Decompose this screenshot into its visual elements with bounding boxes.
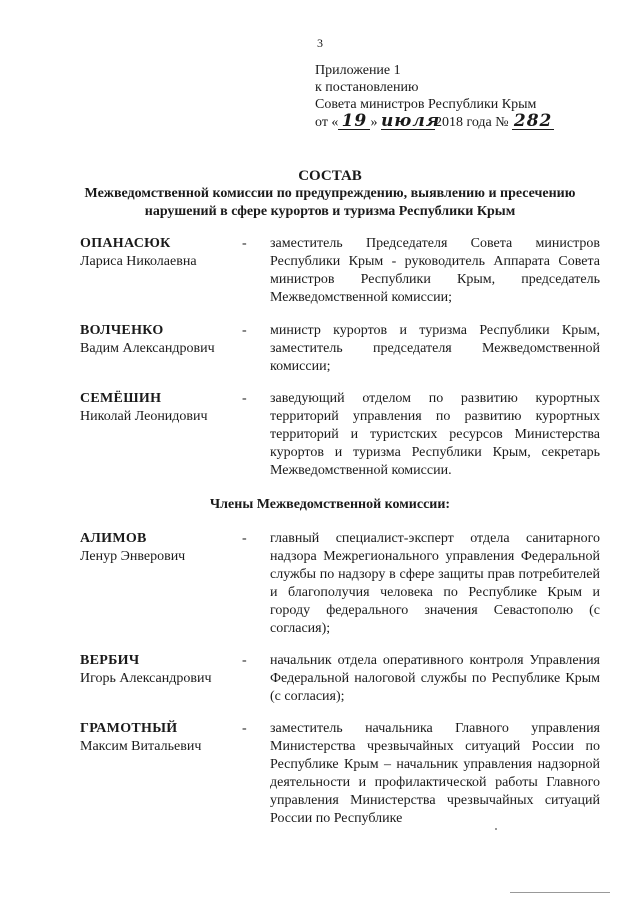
separator-dash: -	[242, 391, 247, 406]
person-name	[80, 390, 250, 426]
given-name: Ленур Энверович	[80, 549, 186, 564]
appendix-date-line	[315, 113, 554, 131]
date-year: 2018 года №	[434, 115, 509, 130]
appendix-line-3: Совета министров Республики Крым	[315, 97, 537, 112]
page-number: 3	[317, 36, 323, 50]
date-prefix: от «	[315, 115, 339, 130]
date-quote-close: »	[370, 115, 378, 130]
handwritten-day: 19	[338, 113, 370, 130]
person-name	[80, 322, 250, 358]
scan-edge-line	[510, 892, 610, 893]
given-name: Игорь Александрович	[80, 671, 212, 686]
person-role: министр курортов и туризма Республики Крым, заместитель председателя Межведомственной комиссии;	[270, 323, 600, 374]
person-name	[80, 720, 250, 756]
surname: ГРАМОТНЫЙ	[80, 721, 178, 736]
given-name: Максим Витальевич	[80, 739, 202, 754]
person-role: заведующий отделом по развитию курортных территорий управления по развитию курортных территорий и туристских ресурсов Министерства курортов и туризма Республики Крым, секретарь Межведомственной комиссии.	[270, 391, 600, 478]
document-subtitle: Межведомственной комиссии по предупреждению, выявлению и пресечению нарушений в сфере курортов и туризма Республики Крым	[84, 186, 576, 219]
members-heading: Члены Межведомственной комиссии:	[209, 497, 451, 512]
surname: СЕМЁШИН	[80, 391, 162, 406]
person-role: заместитель начальника Главного управления Министерства чрезвычайных ситуаций России по Республике Крым – начальник управления надзорной деятельности и профилактической работы Главного управления Министерства чрезвычайных ситуаций России по Республике	[270, 721, 600, 826]
surname: ВОЛЧЕНКО	[80, 323, 164, 338]
separator-dash: -	[242, 721, 247, 736]
surname: ВЕРБИЧ	[80, 653, 140, 668]
document-title: СОСТАВ	[298, 168, 362, 184]
given-name: Лариса Николаевна	[80, 254, 197, 269]
person-name	[80, 652, 250, 688]
appendix-line-2: к постановлению	[315, 80, 419, 95]
handwritten-month: июля	[380, 111, 441, 131]
handwritten-number: 282	[513, 111, 553, 131]
separator-dash: -	[242, 531, 247, 546]
person-role: главный специалист-эксперт отдела санитарного надзора Межрегионального управления Федеральной службы по надзору в сфере защиты прав потребителей и благополучия человека по Республике Крым и городу федерального значения Севастополю (с согласия);	[270, 531, 600, 636]
separator-dash: -	[242, 236, 247, 251]
person-role: начальник отдела оперативного контроля Управления Федеральной налоговой службы по Республике Крым (с согласия);	[270, 653, 600, 704]
surname: АЛИМОВ	[80, 531, 147, 546]
person-role: заместитель Председателя Совета министров Республики Крым - руководитель Аппарата Совета министров Республики Крым, председатель Межведомственной комиссии;	[270, 236, 600, 305]
surname: ОПАНАСЮК	[80, 236, 171, 251]
person-name	[80, 235, 250, 271]
person-name	[80, 530, 250, 566]
appendix-line-1: Приложение 1	[315, 63, 401, 78]
given-name: Вадим Александрович	[80, 341, 215, 356]
appendix-block	[315, 62, 554, 131]
scan-speck	[495, 828, 497, 830]
given-name: Николай Леонидович	[80, 409, 208, 424]
separator-dash: -	[242, 653, 247, 668]
separator-dash: -	[242, 323, 247, 338]
